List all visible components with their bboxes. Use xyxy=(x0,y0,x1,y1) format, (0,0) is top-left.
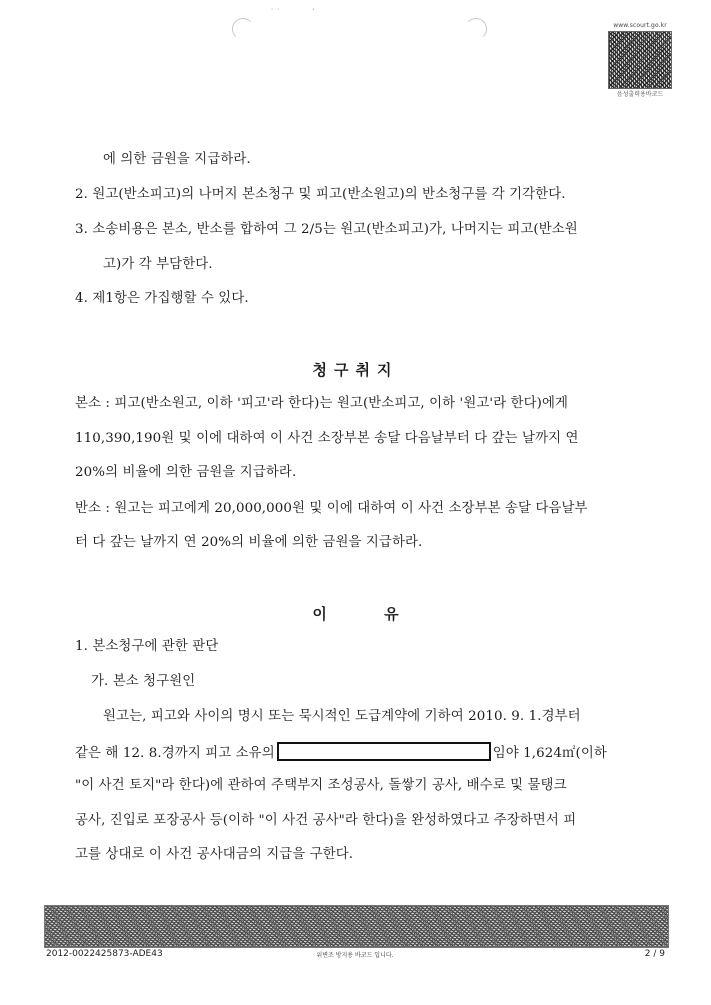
judgment-item-4: 4. 제1항은 가집행할 수 있다. xyxy=(75,291,249,306)
claim-bonso-line-3: 20%의 비율에 의한 금원을 지급하라. xyxy=(75,465,297,480)
qr-barcode-icon xyxy=(608,31,672,89)
judgment-line-1-continued: 에 의한 금원을 지급하라. xyxy=(103,152,251,167)
redacted-address-box xyxy=(277,742,491,761)
claim-bonso-line-2: 110,390,190원 및 이에 대하여 이 사건 소장부본 송달 다음날부터 다 갚는 날까지 연 xyxy=(75,431,579,446)
reason-paragraph-line-2-before: 같은 해 12. 8.경까지 피고 소유의 xyxy=(75,746,275,761)
claim-banso-line-1: 반소 : 원고는 피고에게 20,000,000원 및 이에 대하여 이 사건 소장부본 송달 다음날부 xyxy=(75,501,588,516)
reason-paragraph-line-5: 고를 상대로 이 사건 공사대금의 지급을 구한다. xyxy=(75,847,354,862)
judgment-item-2: 2. 원고(반소피고)의 나머지 본소청구 및 피고(반소원고)의 반소청구를 각 기각한다. xyxy=(75,187,566,202)
reason-paragraph-line-1: 원고는, 피고와 사이의 명시 또는 묵시적인 도급계약에 기하여 2010. 9. 1.경부터 xyxy=(103,709,581,724)
anti-forgery-barcode-band xyxy=(44,905,669,948)
barcode-caption: 음성출력용바코드 xyxy=(616,91,664,98)
anti-forgery-notice: 위변조 방지용 바코드 입니다. xyxy=(316,952,394,959)
court-url: www.scourt.go.kr xyxy=(613,22,667,29)
reason-paragraph-line-2-after: 임야 1,624㎡(이하 xyxy=(492,746,607,761)
claim-banso-line-2: 터 다 갚는 날까지 연 20%의 비율에 의한 금원을 지급하라. xyxy=(75,535,423,550)
document-id: 2012-0022425873-ADE43 xyxy=(46,949,163,959)
reason-paragraph-line-3: "이 사건 토지"라 한다)에 관하여 주택부지 조성공사, 돌쌓기 공사, 배수로 및 물탱크 xyxy=(75,778,567,793)
scan-specks: ˙ ˙ ˊ xyxy=(270,8,316,17)
reason-subsection-ga: 가. 본소 청구원인 xyxy=(91,674,196,689)
reason-heading: 이 유 xyxy=(312,605,399,623)
scan-corner-mark-right xyxy=(465,18,487,40)
reason-section-1: 1. 본소청구에 관한 판단 xyxy=(75,639,219,654)
judgment-item-3-line-1: 3. 소송비용은 본소, 반소를 합하여 그 2/5는 원고(반소피고)가, 나머지는 피고(반소원 xyxy=(75,222,578,237)
reason-paragraph-line-2 xyxy=(75,742,645,763)
claim-heading: 청구취지 xyxy=(312,361,399,379)
page-number: 2 / 9 xyxy=(644,949,665,959)
claim-bonso-line-1: 본소 : 피고(반소원고, 이하 '피고'라 한다)는 원고(반소피고, 이하 '원고'라 한다)에게 xyxy=(75,396,569,411)
scan-corner-mark-left xyxy=(232,18,254,40)
judgment-item-3-line-2: 고)가 각 부담한다. xyxy=(103,257,213,272)
reason-paragraph-line-4: 공사, 진입로 포장공사 등(이하 "이 사건 공사"라 한다)을 완성하였다고 주장하면서 피 xyxy=(75,813,577,828)
footer-divider xyxy=(44,946,667,947)
